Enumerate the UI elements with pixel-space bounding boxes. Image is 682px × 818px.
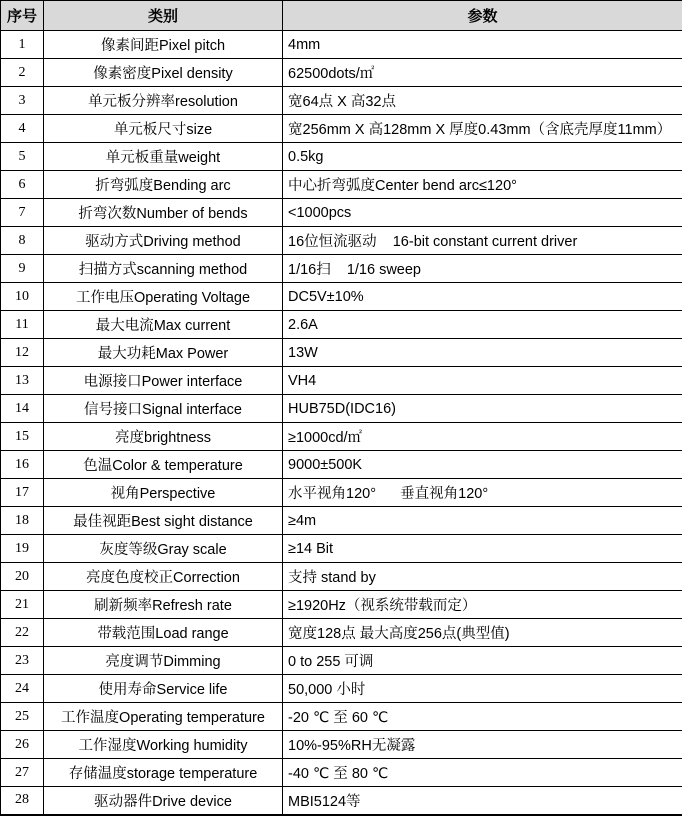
- category-cell: 单元板分辨率resolution: [44, 87, 283, 115]
- parameter-cell: 4mm: [283, 31, 682, 59]
- parameter-cell: 中心折弯弧度Center bend arc≤120°: [283, 171, 682, 199]
- table-row: [1, 255, 682, 283]
- category-cell: 亮度brightness: [44, 423, 283, 451]
- category-cell: 工作湿度Working humidity: [44, 731, 283, 759]
- no-cell: 7: [1, 199, 44, 227]
- no-cell: 19: [1, 535, 44, 563]
- parameter-cell: VH4: [283, 367, 682, 395]
- table-row: [1, 227, 682, 255]
- category-cell: 工作电压Operating Voltage: [44, 283, 283, 311]
- table-row: [1, 731, 682, 759]
- parameter-cell: 1/16扫 1/16 sweep: [283, 255, 682, 283]
- parameter-cell: <1000pcs: [283, 199, 682, 227]
- category-cell: 单元板尺寸size: [44, 115, 283, 143]
- category-cell: 灰度等级Gray scale: [44, 535, 283, 563]
- spec-table-header: [1, 1, 682, 31]
- category-cell: 工作温度Operating temperature: [44, 703, 283, 731]
- no-cell: 17: [1, 479, 44, 507]
- category-cell: 最大功耗Max Power: [44, 339, 283, 367]
- parameter-cell: DC5V±10%: [283, 283, 682, 311]
- category-cell: 驱动方式Driving method: [44, 227, 283, 255]
- no-cell: 14: [1, 395, 44, 423]
- no-cell: 22: [1, 619, 44, 647]
- parameter-cell: 0 to 255 可调: [283, 647, 682, 675]
- category-cell: 像素间距Pixel pitch: [44, 31, 283, 59]
- no-cell: 27: [1, 759, 44, 787]
- table-row: [1, 647, 682, 675]
- category-cell: 带载范围Load range: [44, 619, 283, 647]
- spec-table-body: [1, 31, 682, 815]
- no-cell: 10: [1, 283, 44, 311]
- no-cell: 21: [1, 591, 44, 619]
- table-row: [1, 59, 682, 87]
- no-cell: 25: [1, 703, 44, 731]
- parameter-cell: ≥1920Hz（视系统带载而定）: [283, 591, 682, 619]
- no-cell: 13: [1, 367, 44, 395]
- no-cell: 12: [1, 339, 44, 367]
- parameter-cell: 2.6A: [283, 311, 682, 339]
- category-cell: 色温Color & temperature: [44, 451, 283, 479]
- table-row: [1, 591, 682, 619]
- parameter-cell: MBI5124等: [283, 787, 682, 815]
- no-cell: 28: [1, 787, 44, 815]
- table-row: [1, 339, 682, 367]
- parameter-cell: -40 ℃ 至 80 ℃: [283, 759, 682, 787]
- parameter-cell: 0.5kg: [283, 143, 682, 171]
- parameter-cell: 50,000 小时: [283, 675, 682, 703]
- no-cell: 26: [1, 731, 44, 759]
- category-cell: 折弯次数Number of bends: [44, 199, 283, 227]
- table-row: [1, 395, 682, 423]
- category-cell: 最大电流Max current: [44, 311, 283, 339]
- parameter-cell: 13W: [283, 339, 682, 367]
- category-cell: 信号接口Signal interface: [44, 395, 283, 423]
- no-cell: 3: [1, 87, 44, 115]
- table-row: [1, 479, 682, 507]
- no-cell: 9: [1, 255, 44, 283]
- table-row: [1, 759, 682, 787]
- category-cell: 驱动器件Drive device: [44, 787, 283, 815]
- table-row: [1, 451, 682, 479]
- parameter-cell: ≥14 Bit: [283, 535, 682, 563]
- category-cell: 视角Perspective: [44, 479, 283, 507]
- table-row: [1, 619, 682, 647]
- no-cell: 24: [1, 675, 44, 703]
- no-cell: 16: [1, 451, 44, 479]
- no-cell: 11: [1, 311, 44, 339]
- category-cell: 单元板重量weight: [44, 143, 283, 171]
- table-row: [1, 115, 682, 143]
- table-row: [1, 535, 682, 563]
- parameter-cell: 支持 stand by: [283, 563, 682, 591]
- header-row: [1, 1, 682, 31]
- parameter-cell: 16位恒流驱动 16-bit constant current driver: [283, 227, 682, 255]
- table-row: [1, 703, 682, 731]
- table-row: [1, 87, 682, 115]
- parameter-cell: ≥4m: [283, 507, 682, 535]
- table-row: [1, 171, 682, 199]
- parameter-cell: 宽256mm X 高128mm X 厚度0.43mm（含底壳厚度11mm）: [283, 115, 682, 143]
- category-cell: 折弯弧度Bending arc: [44, 171, 283, 199]
- parameter-cell: 62500dots/㎡: [283, 59, 682, 87]
- no-cell: 20: [1, 563, 44, 591]
- no-cell: 4: [1, 115, 44, 143]
- header-cell-category: 类别: [44, 1, 283, 31]
- no-cell: 18: [1, 507, 44, 535]
- table-row: [1, 563, 682, 591]
- no-cell: 2: [1, 59, 44, 87]
- parameter-cell: 10%-95%RH无凝露: [283, 731, 682, 759]
- header-cell-no: 序号: [1, 1, 44, 31]
- category-cell: 电源接口Power interface: [44, 367, 283, 395]
- parameter-cell: -20 ℃ 至 60 ℃: [283, 703, 682, 731]
- table-row: [1, 507, 682, 535]
- parameter-cell: ≥1000cd/㎡: [283, 423, 682, 451]
- parameter-cell: 宽64点 X 高32点: [283, 87, 682, 115]
- no-cell: 6: [1, 171, 44, 199]
- table-row: [1, 787, 682, 815]
- no-cell: 23: [1, 647, 44, 675]
- parameter-cell: 宽度128点 最大高度256点(典型值): [283, 619, 682, 647]
- no-cell: 8: [1, 227, 44, 255]
- parameter-cell: HUB75D(IDC16): [283, 395, 682, 423]
- table-row: [1, 675, 682, 703]
- table-row: [1, 283, 682, 311]
- category-cell: 像素密度Pixel density: [44, 59, 283, 87]
- header-cell-parameter: 参数: [283, 1, 682, 31]
- no-cell: 5: [1, 143, 44, 171]
- parameter-cell: 水平视角120° 垂直视角120°: [283, 479, 682, 507]
- category-cell: 刷新频率Refresh rate: [44, 591, 283, 619]
- no-cell: 1: [1, 31, 44, 59]
- table-row: [1, 423, 682, 451]
- category-cell: 扫描方式scanning method: [44, 255, 283, 283]
- category-cell: 最佳视距Best sight distance: [44, 507, 283, 535]
- category-cell: 使用寿命Service life: [44, 675, 283, 703]
- category-cell: 亮度调节Dimming: [44, 647, 283, 675]
- table-row: [1, 311, 682, 339]
- table-row: [1, 199, 682, 227]
- parameter-cell: 9000±500K: [283, 451, 682, 479]
- table-row: [1, 143, 682, 171]
- table-row: [1, 367, 682, 395]
- table-row: [1, 31, 682, 59]
- no-cell: 15: [1, 423, 44, 451]
- category-cell: 亮度色度校正Correction: [44, 563, 283, 591]
- category-cell: 存储温度storage temperature: [44, 759, 283, 787]
